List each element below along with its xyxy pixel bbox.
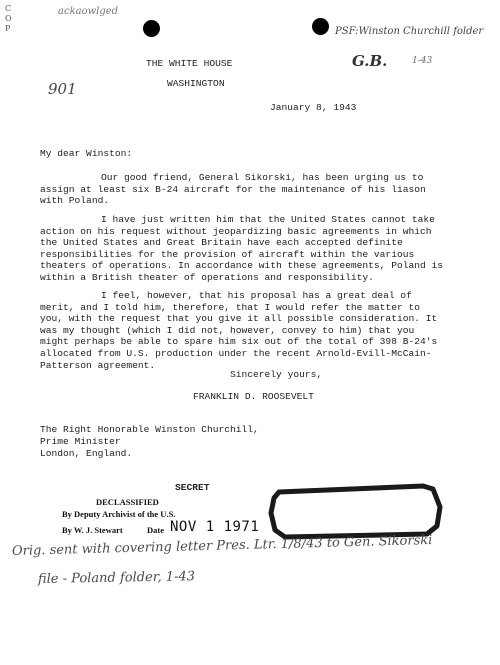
binder-hole-left [143, 20, 160, 37]
salutation: My dear Winston: [40, 148, 133, 159]
letterhead-line-1: THE WHITE HOUSE [146, 58, 233, 69]
declassified-date-value: NOV 1 1971 [170, 519, 260, 535]
body-paragraph-1: Our good friend, General Sikorski, has been urging us to assign at least six B-24 aircraft for the maintenance of his liason with Poland. [40, 172, 426, 207]
binder-hole-right [312, 18, 329, 35]
file-date-note: 1-43 [412, 56, 433, 66]
recipient-line-3: London, England. [40, 448, 133, 459]
declassified-date-label: Date [147, 525, 164, 535]
recipient-line-1: The Right Honorable Winston Churchill, [40, 424, 259, 435]
margin-letter-o: O [5, 14, 12, 23]
initials-note: G.B. [352, 52, 388, 70]
margin-letter-c: C [5, 4, 12, 13]
handwritten-note-line-2: file - Poland folder, 1-43 [37, 569, 196, 587]
margin-letter-p: P [5, 24, 11, 33]
body-paragraph-3: I feel, however, that his proposal has a great deal of merit, and I told him, therefore, that I would refer the matter to you, with the request that you give it all possible consideration. It was my thought (which I did not, however, convey to him) that you might perhaps be able to spare him six out of the total of 398 B-24's allocated from U.S. production under the recent Arnold-Evill-McCain-Patterson agreement. [40, 290, 438, 371]
recipient-line-2: Prime Minister [40, 436, 121, 447]
handwritten-note-line-1: Orig. sent with covering letter Pres. Ltr. 1/8/43 to Gen. Sikorski [11, 532, 433, 559]
declassified-title: DECLASSIFIED [96, 497, 159, 507]
body-paragraph-2: I have just written him that the United States cannot take action on his request without jeopardizing basic agreements in which the United States and Great Britain have each accepted definite responsibilities for the provision of aircraft within the various theaters of operations. In accordance with these agreements, Poland is within a British theater of operations and responsibility. [40, 214, 444, 283]
top-scribble: ackaowlged [58, 6, 119, 17]
signature: FRANKLIN D. ROOSEVELT [193, 391, 314, 402]
closing: Sincerely yours, [230, 369, 323, 380]
letter-date: January 8, 1943 [270, 102, 357, 113]
letterhead-line-2: WASHINGTON [167, 78, 225, 89]
declassified-authority: By Deputy Archivist of the U.S. [62, 509, 176, 519]
declassified-by: By W. J. Stewart [62, 525, 123, 535]
file-note: PSF:Winston Churchill folder [335, 26, 484, 37]
classification-mark: SECRET [175, 482, 210, 493]
document-number: 901 [48, 80, 77, 98]
